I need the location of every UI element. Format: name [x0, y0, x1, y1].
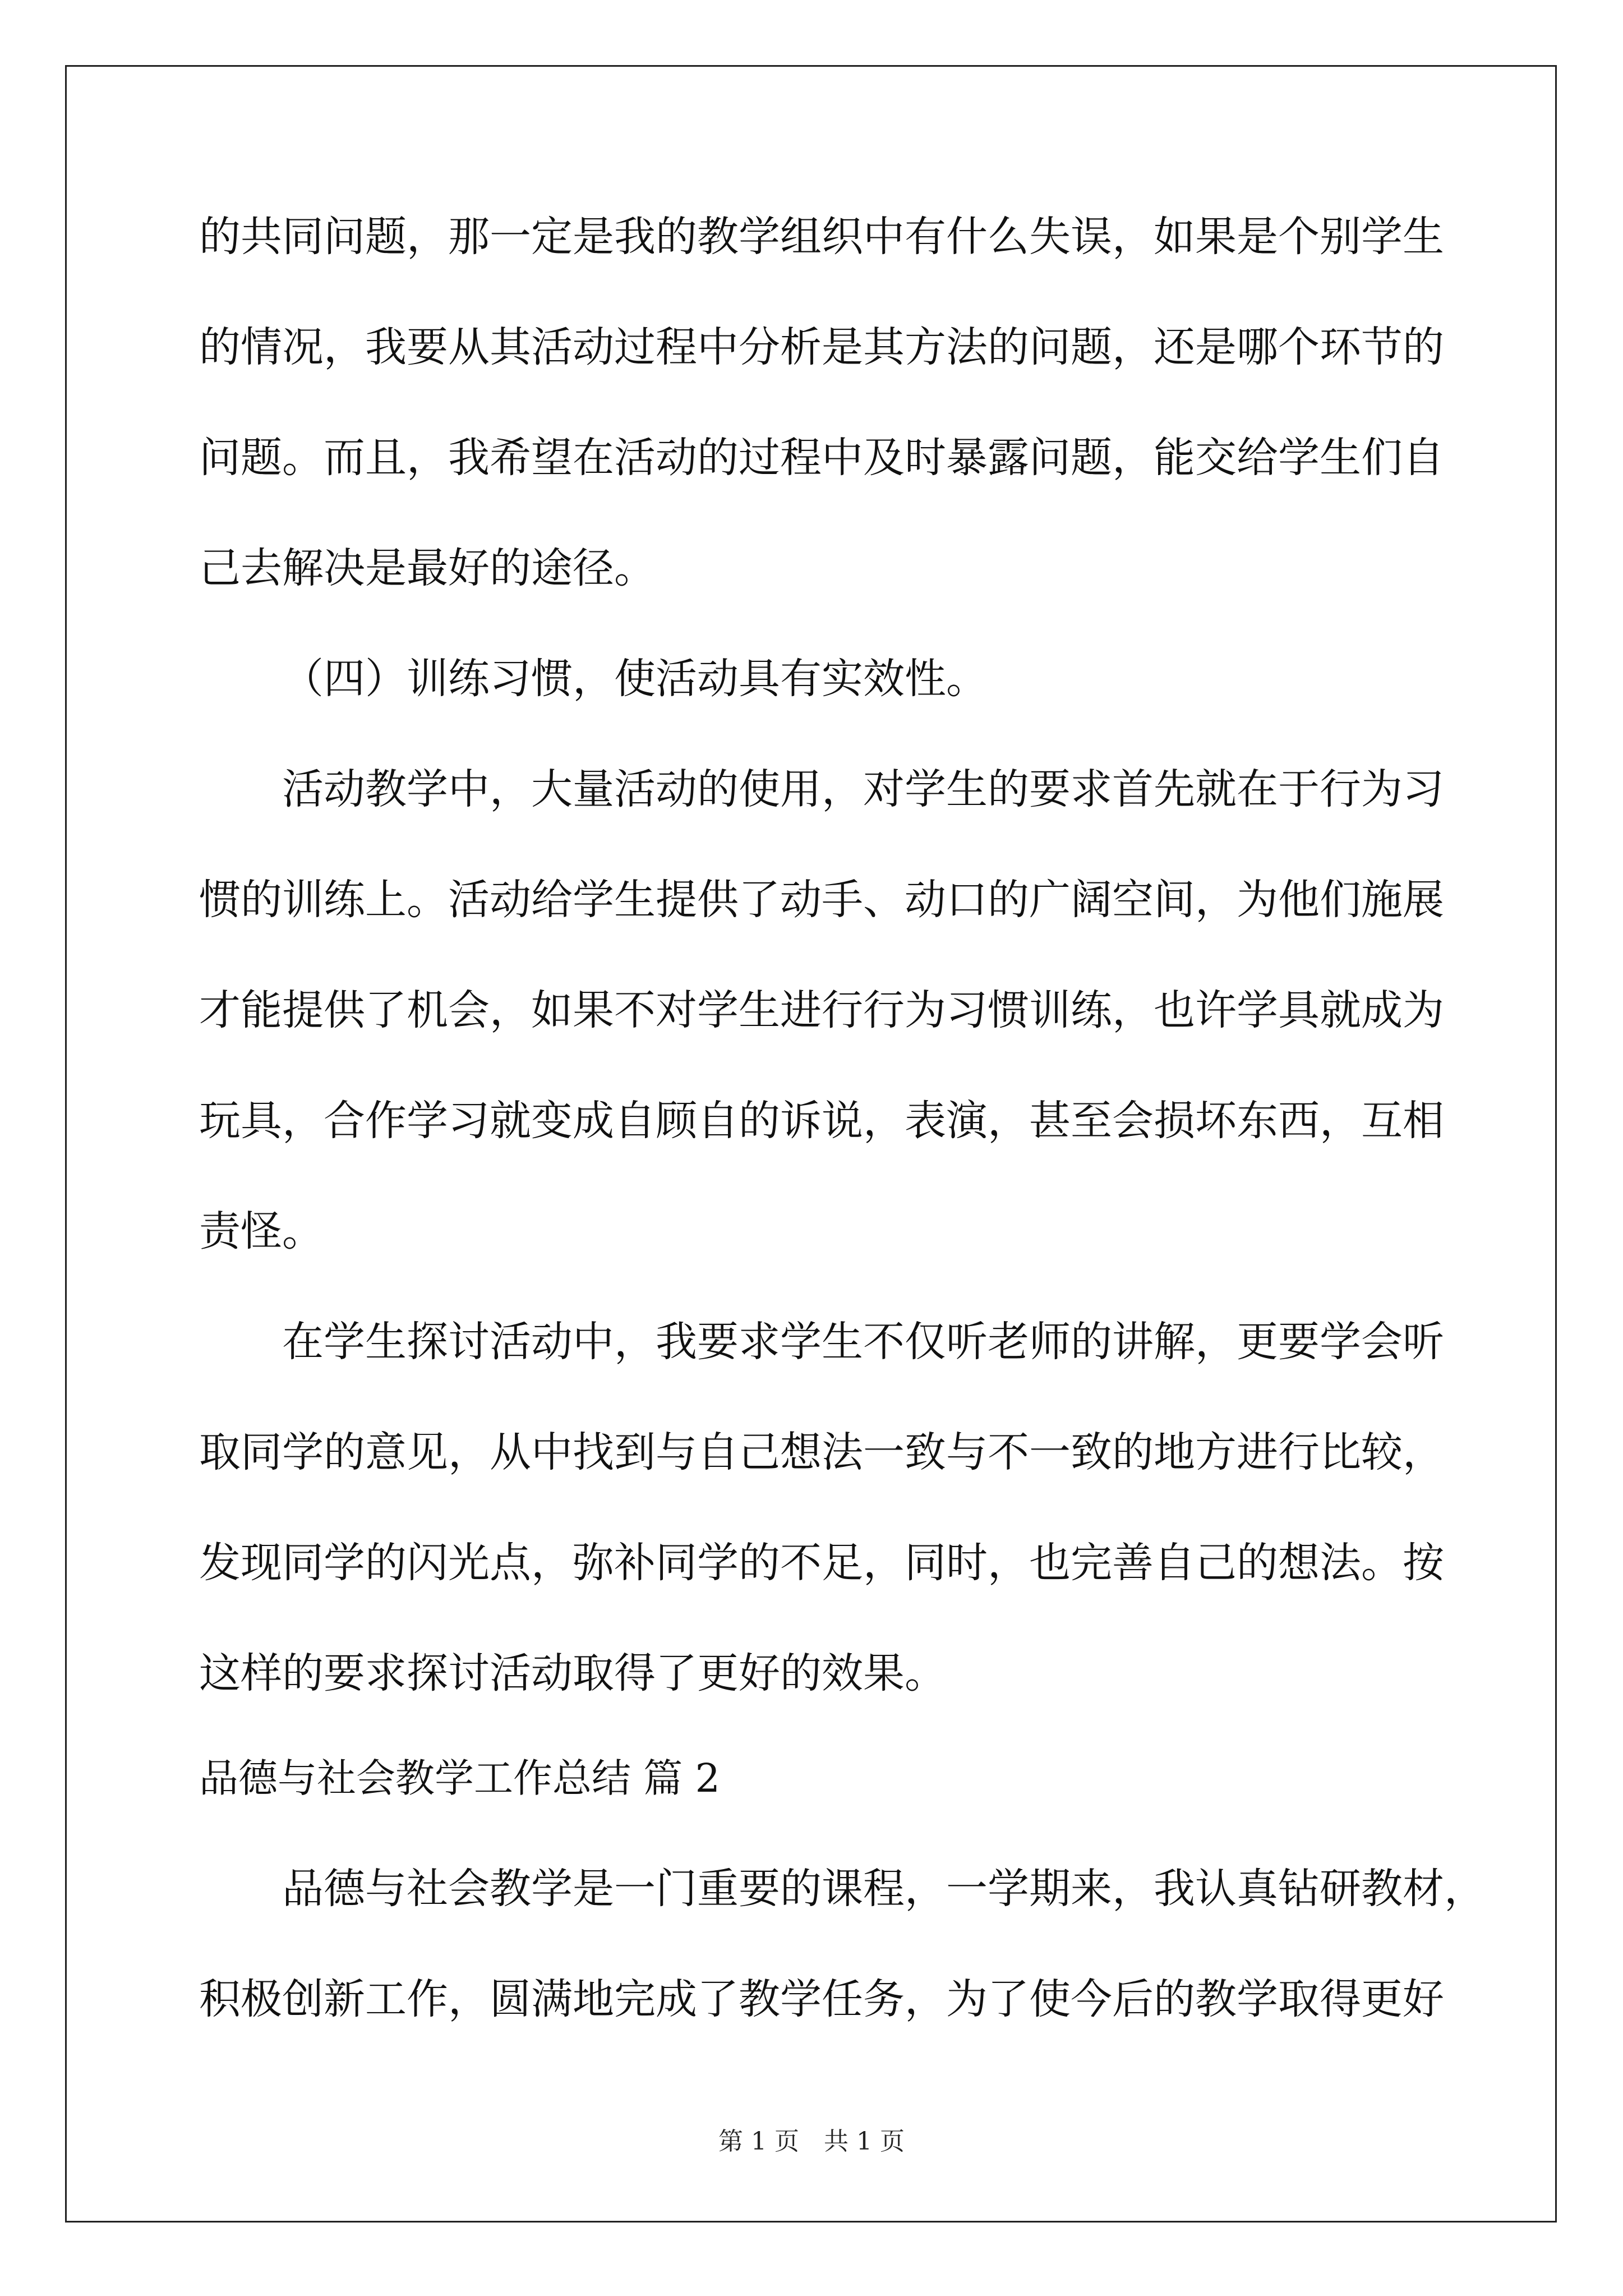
- text-line-8: 才能提供了机会，如果不对学生进行行为习惯训练，也许学具就成为: [199, 986, 1444, 1034]
- paragraph-line-2: 在学生探讨活动中，我要求学生不仅听老师的讲解，更要学会听: [282, 1318, 1444, 1366]
- article-heading: 品德与社会教学工作总结 篇 2: [199, 1755, 721, 1801]
- text-line-12: 取同学的意见，从中找到与自己想法一致与不一致的地方进行比较，: [199, 1428, 1444, 1476]
- section-subheading: （四）训练习惯，使活动具有实效性。: [282, 655, 988, 703]
- text-line-1: 的共同问题，那一定是我的教学组织中有什么失误，如果是个别学生: [199, 213, 1444, 261]
- paragraph-line-1: 活动教学中，大量活动的使用，对学生的要求首先就在于行为习: [282, 765, 1444, 813]
- text-line-13: 发现同学的闪光点，弥补同学的不足，同时，也完善自己的想法。按: [199, 1539, 1444, 1587]
- text-line-9: 玩具，合作学习就变成自顾自的诉说，表演，甚至会损坏东西，互相: [199, 1097, 1444, 1145]
- text-line-7: 惯的训练上。活动给学生提供了动手、动口的广阔空间，为他们施展: [199, 876, 1444, 924]
- text-line-2: 的情况，我要从其活动过程中分析是其方法的问题，还是哪个环节的: [199, 323, 1444, 371]
- text-line-4: 己去解决是最好的途径。: [199, 544, 656, 592]
- text-line-17: 积极创新工作，圆满地完成了教学任务，为了使今后的教学取得更好: [199, 1975, 1444, 2023]
- text-line-3: 问题。而且，我希望在活动的过程中及时暴露问题，能交给学生们自: [199, 434, 1444, 482]
- page-footer: [0, 2125, 1623, 2159]
- page-number-current: 第 1 页: [718, 2127, 799, 2156]
- text-line-10: 责怪。: [199, 1207, 324, 1255]
- page-number-total: 共 1 页: [824, 2127, 905, 2156]
- text-line-14: 这样的要求探讨活动取得了更好的效果。: [199, 1649, 946, 1697]
- paragraph-line-3: 品德与社会教学是一门重要的课程，一学期来，我认真钻研教材，: [282, 1865, 1486, 1913]
